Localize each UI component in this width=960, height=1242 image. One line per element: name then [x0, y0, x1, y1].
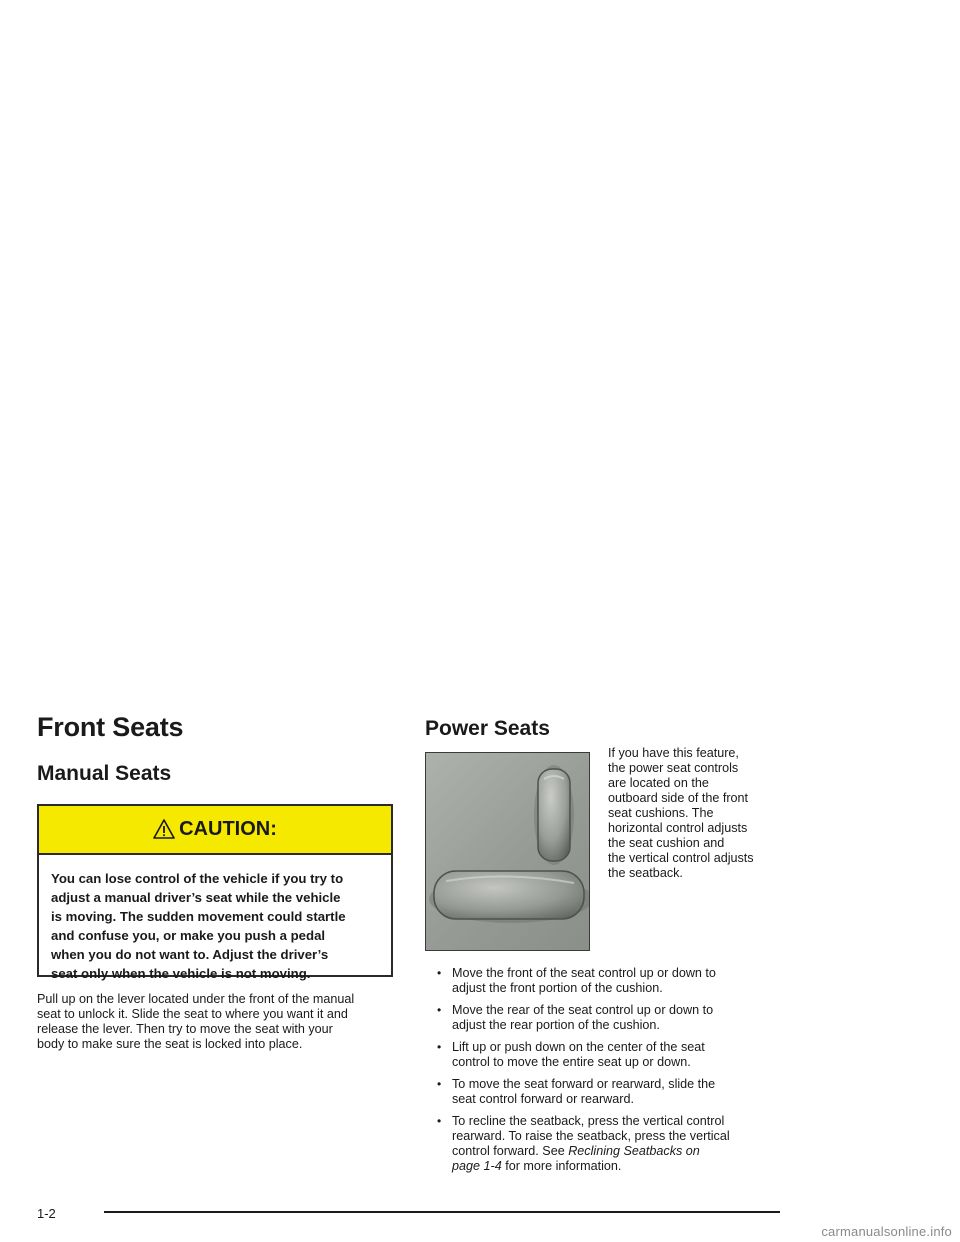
text-line: control to move the entire seat up or down.: [452, 1055, 691, 1069]
text-line: are located on the: [608, 776, 709, 790]
text-line: the vertical control adjusts: [608, 851, 754, 865]
text-line: To recline the seatback, press the vertical control: [452, 1114, 725, 1128]
watermark-text: carmanualsonline.info: [821, 1224, 952, 1239]
manual-seats-paragraph: [37, 992, 397, 1052]
text-line: If you have this feature,: [608, 746, 739, 760]
power-seat-controls-image: [425, 752, 590, 951]
text-line: outboard side of the front: [608, 791, 749, 805]
caution-line: when you do not want to. Adjust the driver’s: [51, 947, 329, 962]
power-seats-intro: [608, 746, 784, 881]
section-title-front-seats: Front Seats: [37, 712, 184, 742]
bullet-icon: •: [437, 1114, 442, 1128]
list-item: [437, 1040, 787, 1070]
bullet-icon: •: [437, 1003, 442, 1017]
text-segment: control forward. See: [452, 1144, 569, 1158]
text-line: seat to unlock it. Slide the seat to where you want it and: [37, 1007, 348, 1021]
text-line: adjust the front portion of the cushion.: [452, 981, 663, 995]
text-line: release the lever. Then try to move the seat with your: [37, 1022, 333, 1036]
page-number: 1-2: [37, 1206, 56, 1221]
text-line: horizontal control adjusts: [608, 821, 748, 835]
text-line: adjust the rear portion of the cushion.: [452, 1018, 660, 1032]
caution-line: seat only when the vehicle is not moving.: [51, 966, 311, 981]
caution-line: and confuse you, or make you push a pedal: [51, 928, 326, 943]
caution-line: adjust a manual driver’s seat while the vehicle: [51, 890, 341, 905]
list-item: [437, 966, 787, 996]
text-line: Lift up or push down on the center of the seat: [452, 1040, 705, 1054]
heading-manual-seats: Manual Seats: [37, 762, 172, 785]
text-line: seat cushions. The: [608, 806, 714, 820]
cross-reference-link[interactable]: Reclining Seatbacks on: [568, 1144, 700, 1158]
text-line: seat control forward or rearward.: [452, 1092, 634, 1106]
footer-rule: [104, 1211, 780, 1213]
text-line: [452, 1159, 787, 1174]
text-segment: for more information.: [501, 1159, 622, 1173]
caution-text: [39, 855, 391, 983]
caution-line: is moving. The sudden movement could startle: [51, 909, 346, 924]
text-line: Move the front of the seat control up or down to: [452, 966, 716, 980]
text-line: the seatback.: [608, 866, 683, 880]
bullet-icon: •: [437, 966, 442, 980]
text-line: body to make sure the seat is locked into place.: [37, 1037, 303, 1051]
text-line: the seat cushion and: [608, 836, 725, 850]
caution-box: [37, 804, 393, 981]
caution-header: [39, 806, 391, 855]
text-line: Move the rear of the seat control up or down to: [452, 1003, 714, 1017]
list-item: [437, 1077, 787, 1107]
warning-triangle-icon: [153, 818, 175, 840]
text-line: rearward. To raise the seatback, press the vertical: [452, 1129, 730, 1143]
caution-line: You can lose control of the vehicle if you try to: [51, 871, 344, 886]
list-item: [437, 1003, 787, 1033]
list-item: [437, 1114, 787, 1174]
text-line: [452, 1144, 787, 1159]
text-line: the power seat controls: [608, 761, 739, 775]
heading-power-seats: Power Seats: [425, 717, 550, 740]
caution-title: CAUTION:: [179, 818, 277, 840]
text-line: To move the seat forward or rearward, slide the: [452, 1077, 716, 1091]
power-seat-instructions: [437, 966, 787, 1181]
text-line: Pull up on the lever located under the front of the manual: [37, 992, 355, 1006]
bullet-icon: •: [437, 1040, 442, 1054]
cross-reference-link[interactable]: page 1-4: [452, 1159, 502, 1173]
bullet-icon: •: [437, 1077, 442, 1091]
seat-control-illustration: [426, 753, 590, 951]
